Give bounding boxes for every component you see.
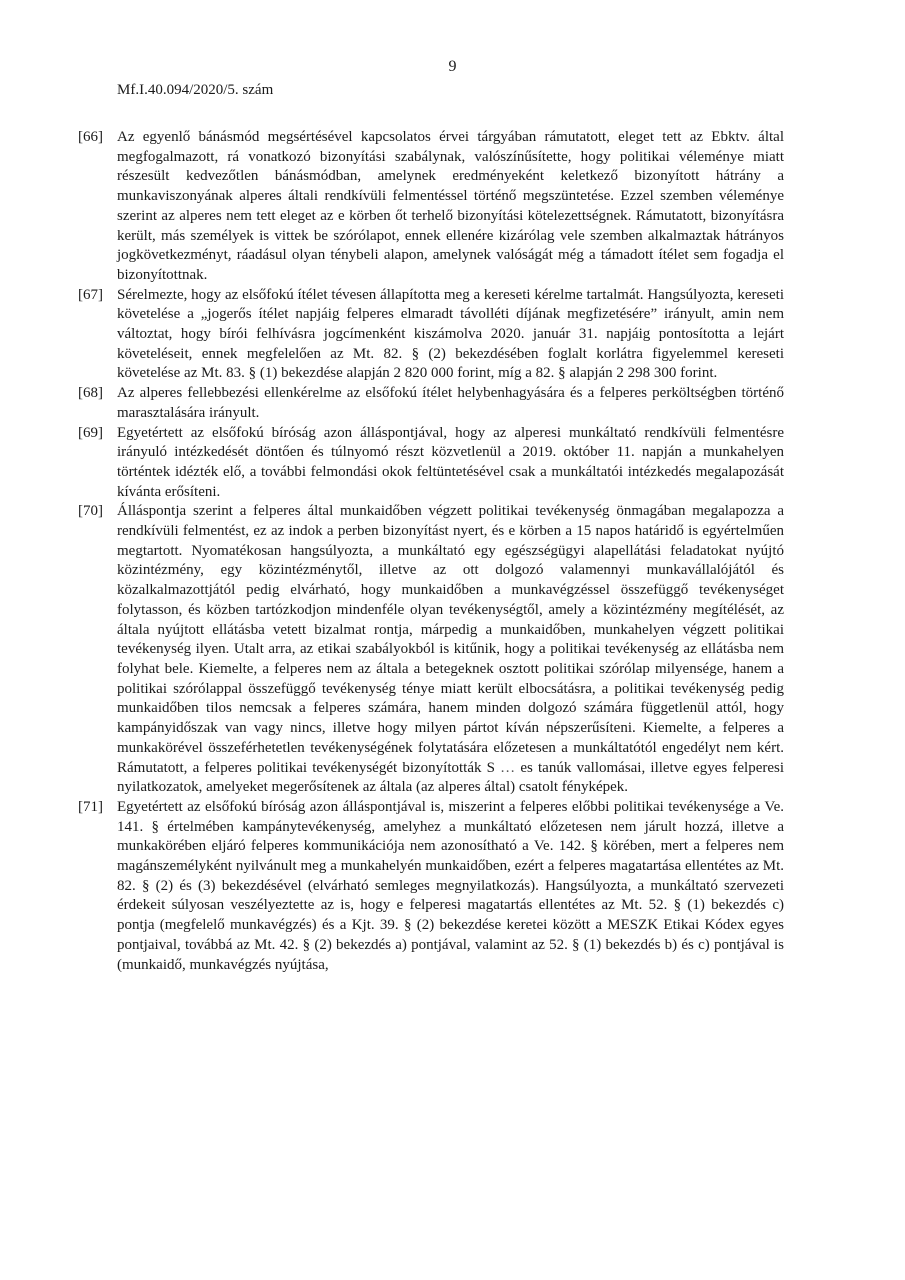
paragraph-number: [69] bbox=[78, 424, 103, 441]
paragraph-70 bbox=[78, 502, 784, 798]
paragraph-68 bbox=[78, 384, 784, 423]
paragraph-text: Az egyenlő bánásmód megsértésével kapcsolatos érvei tárgyában rámutatott, eleget tett az Ebktv. által megfogalmazott, rá vonatkozó bizonyítási szabálynak, valószínűsítette, hogy politikai véleménye miatt részesült kedvezőtlen bánásmódban, amelynek eredményeként keletkező bizonyított hátrány a munkaviszonyának alperes általi rendkívüli felmentéssel történő megszüntetése. Ezzel szemben véleménye szerint az alperes nem tett eleget az e körben őt terhelő bizonyítási kötelezettségnek. Rámutatott, bizonyításra került, más személyek is vittek be szórólapot, ennek ellenére kizárólag vele szemben alkalmaztak hátrányos jogkövetkezményt, ráadásul olyan ténybeli alapon, amelynek valóságát még a támadott ítélet sem fogadja el bizonyítottnak. bbox=[117, 129, 784, 283]
paragraph-text: Egyetértett az elsőfokú bíróság azon álláspontjával is, miszerint a felperes előbbi politikai tevékenysége a Ve. 141. § értelmében kampánytevékenység, amelyhez a munkáltató előzetesen nem járult hozzá, illetve a munkakörében eljáró felperes kommunikációja nem azonosítható a Ve. 142. § körében, mert a felperes nem magánszemélyként nyilvánult meg a munkahelyén munkaidőben, ezért a felperes magatartása ellentétes az Mt. 82. § (2) és (3) bekezdésével (elvárható semleges megnyilatkozás). Hangsúlyozta, a munkáltató szervezeti érdekeit súlyosan veszélyeztette az is, hogy e felperesi magatartás ellentétes az Mt. 52. § (1) bekezdés c) pontja (megfelelő munkavégzés) és a Kjt. 39. § (2) bekezdése keretei között a MESZK Etikai Kódex egyes pontjaival, továbbá az Mt. 42. § (2) bekezdés a) pontjával, valamint az 52. § (1) bekezdés b) és c) pontjával is (munkaidő, munkavégzés nyújtása, bbox=[117, 798, 784, 973]
paragraph-69 bbox=[78, 424, 784, 503]
paragraph-number: [71] bbox=[78, 798, 103, 815]
paragraph-number: [70] bbox=[78, 503, 103, 520]
paragraph-number: [66] bbox=[78, 129, 103, 145]
paragraph-text-continued: es tanúk vallomásai, illetve egyes felperesi nyilatkozatok, amelyeket megerősítenek az általa (az alperes által) csatolt fényképek. bbox=[117, 759, 785, 796]
paragraph-67 bbox=[78, 286, 784, 385]
paragraph-text-wrapper bbox=[117, 502, 784, 798]
redaction-gap: … bbox=[500, 759, 521, 776]
case-number: Mf.I.40.094/2020/5. szám bbox=[117, 82, 274, 98]
paragraph-text: Az alperes fellebbezési ellenkérelme az elsőfokú ítélet helybenhagyására és a felperes perköltségben történő marasztalására irányult. bbox=[117, 385, 784, 421]
document-body bbox=[78, 128, 784, 975]
paragraph-number: [68] bbox=[78, 385, 103, 402]
paragraph-71 bbox=[78, 798, 784, 975]
page-number: 9 bbox=[448, 58, 457, 75]
paragraph-text: Egyetértett az elsőfokú bíróság azon álláspontjával, hogy az alperesi munkáltató rendkívüli felmentésre irányuló intézkedését döntően és túlnyomó részt közvetlenül a 2019. október 11. napján a munkahelyen történtek idézték elő, a további felmondási okok feltüntetésével csak a munkáltatói intézkedés megalapozását kívánta erősíteni. bbox=[117, 424, 784, 500]
paragraph-text: Álláspontja szerint a felperes által munkaidőben végzett politikai tevékenység önmagában megalapozza a rendkívüli felmentést, ez az indok a perben bizonyítást nyert, és e körben a 15 napos határidő is egyértelműen megtartott. Nyomatékosan hangsúlyozta, a munkáltató egy egészségügyi alapellátási feladatokat nyújtó közintézmény, egy közintézménytől, illetve az ott dolgozó valamennyi munkavállalójától és közalkalmazottjától pedig elvárható, hogy munkaidőben a munkavégzéssel összefüggő tevékenységet folytasson, és közben tartózkodjon mindenféle olyan tevékenységtől, amely a közintézmény megítélését, az általa nyújtott ellátásba vetett bizalmat rontja, márpedig a munkaidőben, munkahelyen végzett politikai tevékenység ilyen. Utalt arra, az etikai szabályokból is kitűnik, hogy a politikai tevékenység az ellátásba nem folyhat bele. Kiemelte, a felperes nem az általa a betegeknek osztott politikai szórólap milyensége, hanem a politikai szórólappal összefüggő tevékenység ténye miatt került elbocsátásra, a politikai tevékenység pedig munkaidőben tilos nemcsak a felperes számára, hanem minden dolgozó számára függetlenül attól, hogy kampányidőszak van vagy nincs, illetve hogy milyen pártot kíván népszerűsíteni. Kiemelte, a felperes a munkakörével összeférhetetlen tevékenységének folytatására előzetesen a munkáltatótól engedélyt nem kért. Rámutatott, a felperes politikai tevékenységét bizonyították S bbox=[117, 503, 784, 776]
paragraph-66 bbox=[78, 128, 784, 286]
paragraph-text: Sérelmezte, hogy az elsőfokú ítélet tévesen állapította meg a kereseti kérelme tartalmát. Hangsúlyozta, kereseti követelése a „jogerős ítélet napjáig felperes elmaradt távolléti díjának megfizetésére” irányult, amin nem változtat, hogy bírói felhívásra jogcímenként kiszámolva 2020. január 31. napjáig pontosította a lejárt követeléseit, ennek megfelelően az Mt. 82. § (2) bekezdésében foglalt korlátra figyelemmel kereseti követelése az Mt. 83. § (1) bekezdése alapján 2 820 000 forint, míg a 82. § alapján 2 298 300 forint. bbox=[117, 286, 784, 382]
paragraph-number: [67] bbox=[78, 286, 103, 303]
